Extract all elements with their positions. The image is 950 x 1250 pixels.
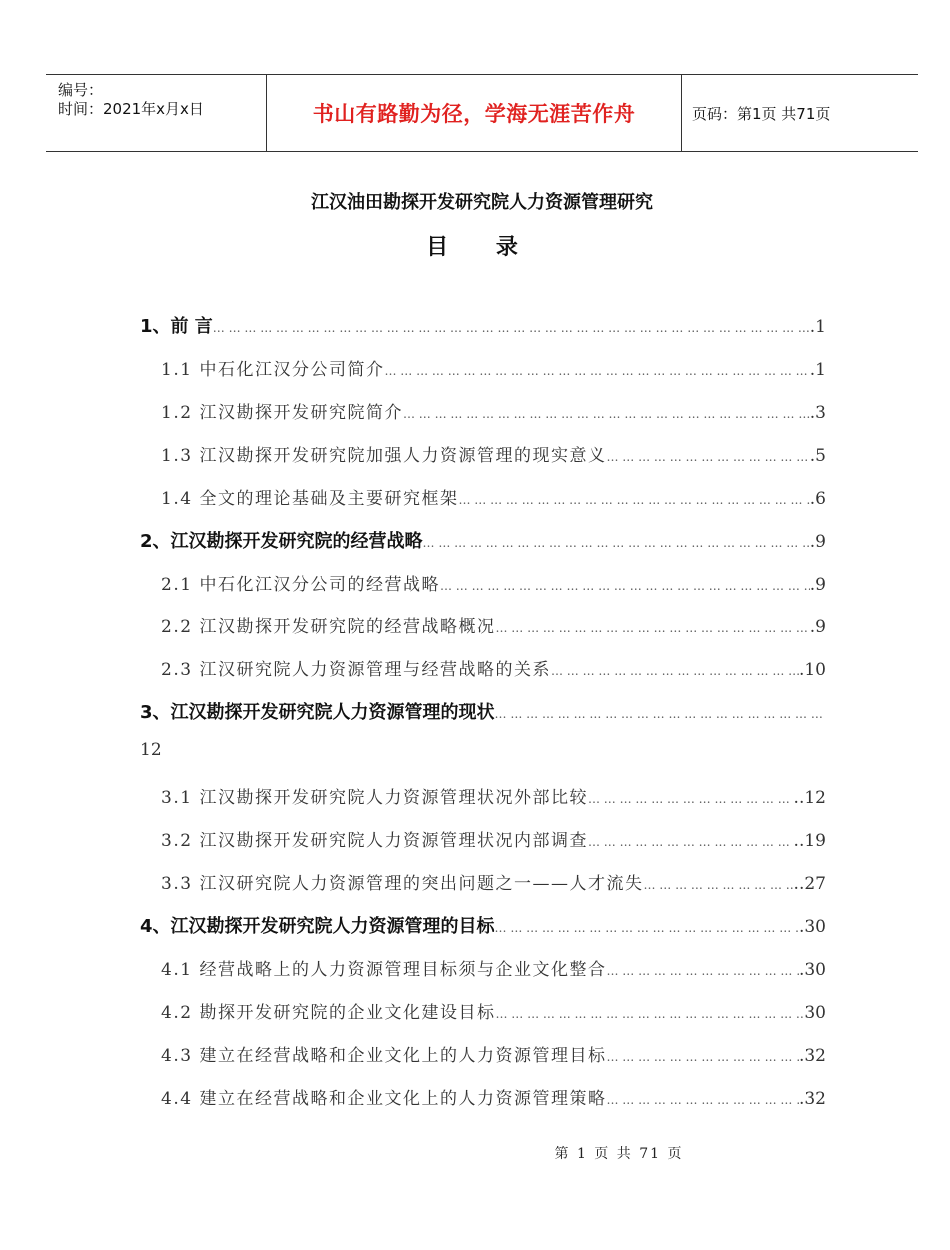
toc-entry-title: 4.4 建立在经营战略和企业文化上的人力资源管理策略 [161, 1089, 607, 1109]
toc-entry[interactable] [140, 484, 826, 509]
toc-leader-dots [588, 835, 794, 849]
toc-entry-page: .30 [798, 917, 826, 937]
toc-entry-title: 1.4 全文的理论基础及主要研究框架 [161, 489, 459, 509]
document-header [46, 74, 918, 152]
toc-entry-page: .6 [809, 489, 826, 509]
toc-entry[interactable] [140, 698, 826, 724]
document-date: 时间：2021年x月x日 [58, 100, 204, 118]
toc-leader-dots [588, 792, 794, 806]
toc-entry[interactable] [140, 355, 826, 380]
toc-entry-title: 4、江汉勘探开发研究院人力资源管理的目标 [140, 916, 495, 937]
toc-entry-page: .30 [798, 960, 826, 980]
toc-entry[interactable] [140, 1084, 826, 1109]
toc-leader-dots [495, 707, 822, 721]
document-title: 江汉油田勘探开发研究院人力资源管理研究 [311, 192, 653, 213]
toc-entry-title: 3、江汉勘探开发研究院人力资源管理的现状 [140, 702, 495, 723]
toc-entry-page: .5 [809, 446, 826, 466]
toc-entry[interactable] [140, 826, 826, 851]
toc-entry-title: 4.1 经营战略上的人力资源管理目标须与企业文化整合 [161, 960, 607, 980]
toc-entry[interactable] [140, 955, 826, 980]
toc-leader-dots [495, 621, 809, 635]
toc-entry-page: .9 [809, 532, 826, 552]
page-footer: 第 1 页 共 71 页 [554, 1146, 684, 1162]
toc-entry-title: 3.3 江汉研究院人力资源管理的突出问题之一——人才流失 [161, 874, 644, 894]
toc-entry-title: 1、前 言 [140, 316, 213, 337]
toc-entry[interactable] [140, 398, 826, 423]
toc-entry-title: 1.1 中石化江汉分公司简介 [161, 360, 385, 380]
toc-leader-dots [403, 407, 810, 421]
toc-entry[interactable] [140, 612, 826, 637]
toc-entry[interactable] [140, 312, 826, 338]
toc-entry-title: 2.1 中石化江汉分公司的经营战略 [161, 575, 440, 595]
toc-entry-title: 2、江汉勘探开发研究院的经营战略 [140, 531, 423, 552]
toc-leader-dots [495, 921, 799, 935]
toc-leader-dots [606, 1050, 799, 1064]
toc-entry-title: 4.2 勘探开发研究院的企业文化建设目标 [161, 1003, 496, 1023]
toc-entry-page: 30 [804, 1003, 826, 1023]
toc-leader-dots [423, 536, 810, 550]
toc-entry-title: 2.2 江汉勘探开发研究院的经营战略概况 [161, 617, 496, 637]
toc-entry[interactable] [140, 570, 826, 595]
toc-entry-page: .9 [809, 617, 826, 637]
toc-entry[interactable] [140, 912, 826, 938]
toc-leader-dots [440, 579, 810, 593]
toc-entry[interactable] [140, 998, 826, 1023]
toc-entry[interactable] [140, 783, 826, 808]
toc-entry-page: .3 [809, 403, 826, 423]
toc-entry-page: .10 [798, 660, 826, 680]
toc-entry-title: 4.3 建立在经营战略和企业文化上的人力资源管理目标 [161, 1046, 607, 1066]
toc-entry-title: 3.2 江汉勘探开发研究院人力资源管理状况内部调查 [161, 831, 588, 851]
toc-entry-title: 1.2 江汉勘探开发研究院简介 [161, 403, 403, 423]
toc-entry-title: 3.1 江汉勘探开发研究院人力资源管理状况外部比较 [161, 788, 588, 808]
document-number-label: 编号： [58, 81, 104, 99]
toc-leader-dots [606, 450, 809, 464]
header-motto: 书山有路勤为径，学海无涯苦作舟 [267, 75, 682, 151]
header-meta [46, 75, 267, 151]
toc-leader-dots [495, 1007, 804, 1021]
toc-leader-dots [213, 321, 810, 335]
toc-entry-page: ..27 [793, 874, 826, 894]
toc-leader-dots [551, 664, 799, 678]
toc-entry-page-wrapped: 12 [140, 740, 162, 760]
toc-entry-page: .1 [809, 360, 826, 380]
header-page-info: 页码：第1页 共71页 [692, 104, 831, 123]
toc-leader-dots [606, 964, 799, 978]
toc-leader-dots [458, 493, 809, 507]
toc-entry[interactable] [140, 1041, 826, 1066]
toc-entry-title: 2.3 江汉研究院人力资源管理与经营战略的关系 [161, 660, 551, 680]
toc-heading: 目 录 [426, 235, 538, 260]
toc-entry-page: ..12 [793, 788, 826, 808]
toc-entry[interactable] [140, 869, 826, 894]
toc-entry-title: 1.3 江汉勘探开发研究院加强人力资源管理的现实意义 [161, 446, 607, 466]
toc-entry-page: .32 [798, 1089, 826, 1109]
toc-entry-page: .1 [809, 317, 826, 337]
toc-entry-page: ..19 [793, 831, 826, 851]
toc-entry[interactable] [140, 441, 826, 466]
toc-entry-page: .9 [809, 575, 826, 595]
toc-entry[interactable] [140, 527, 826, 553]
toc-entry-page: .32 [798, 1046, 826, 1066]
toc-leader-dots [384, 364, 809, 378]
toc-leader-dots [643, 878, 793, 892]
toc-entry[interactable] [140, 655, 826, 680]
toc-leader-dots [606, 1093, 799, 1107]
